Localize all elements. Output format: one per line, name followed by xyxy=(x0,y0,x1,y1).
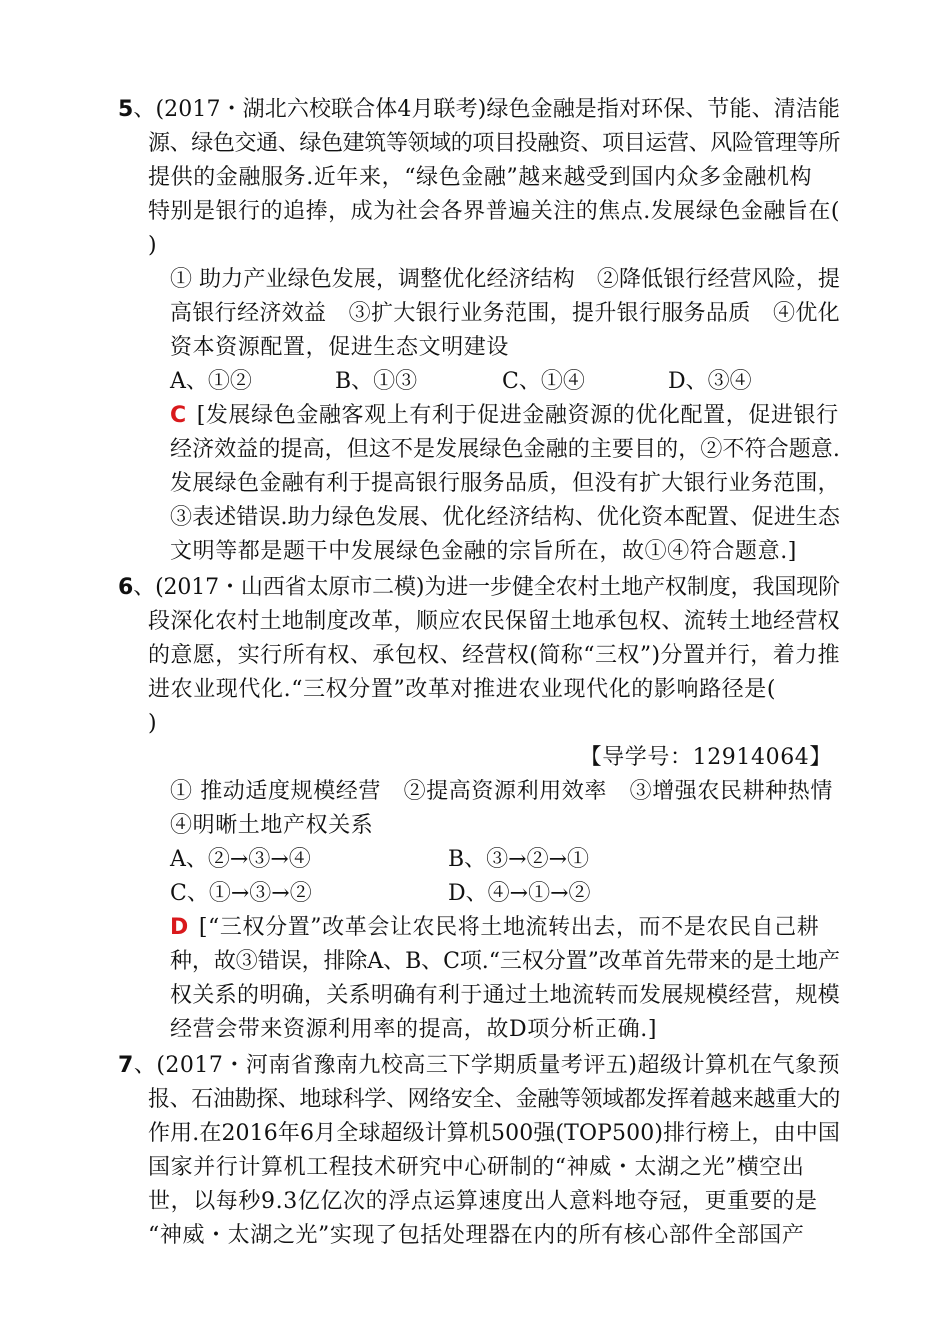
question-5-statement-3: 资本资源配置，促进生态文明建设 xyxy=(170,335,510,360)
question-6-answer: D xyxy=(170,915,189,940)
question-5-number: 5 xyxy=(118,97,134,122)
question-6-option-b: B、③→②→① xyxy=(448,847,590,872)
question-6-line-2: 段深化农村土地制度改革，顺应农民保留土地承包权、流转土地经营权 xyxy=(148,609,840,634)
question-6-line-5: ) xyxy=(148,711,158,736)
question-5-line-5: ) xyxy=(148,233,158,258)
question-7-line-4: 国家并行计算机工程技术研究中心研制的“神威・太湖之光”横空出 xyxy=(148,1155,805,1180)
question-5-line-4: 特别是银行的追捧，成为社会各界普遍关注的焦点.发展绿色金融旨在( xyxy=(148,199,840,224)
question-7-line-1: 7、(2017・河南省豫南九校高三下学期质量考评五)超级计算机在气象预 xyxy=(118,1053,840,1078)
question-7-line-5: 世，以每秒9.3亿亿次的浮点运算速度出人意料地夺冠，更重要的是 xyxy=(148,1189,818,1214)
question-6-statement-1: ① 推动适度规模经营 ②提高资源利用效率 ③增强农民耕种热情 xyxy=(170,779,833,804)
question-5-statement-2: 高银行经济效益 ③扩大银行业务范围，提升银行服务品质 ④优化 xyxy=(170,301,840,326)
question-6-statement-2: ④明晰土地产权关系 xyxy=(170,813,374,838)
question-6-line-3: 的意愿，实行所有权、承包权、经营权(简称“三权”)分置并行，着力推 xyxy=(148,643,840,668)
question-6-number: 6 xyxy=(118,575,134,600)
question-6-line-4: 进农业现代化.“三权分置”改革对推进农业现代化的影响路径是( xyxy=(148,677,777,702)
question-6-option-a: A、②→③→④ xyxy=(170,847,311,872)
question-6-explanation-4: 经营会带来资源利用率的提高，故D项分析正确.] xyxy=(170,1017,658,1042)
question-7-line-3: 作用.在2016年6月全球超级计算机500强(TOP500)排行榜上，由中国 xyxy=(148,1121,840,1146)
question-6-line-1: 6、(2017・山西省太原市二模)为进一步健全农村土地产权制度，我国现阶 xyxy=(118,575,840,600)
question-6-option-d: D、④→①→② xyxy=(448,881,591,906)
question-7-number: 7 xyxy=(118,1053,134,1078)
question-5-explanation-2: 经济效益的提高，但这不是发展绿色金融的主要目的，②不符合题意. xyxy=(170,437,840,462)
question-7-line-2: 报、石油勘探、地球科学、网络安全、金融等领域都发挥着越来越重大的 xyxy=(148,1087,840,1112)
question-5-line-1: 5、(2017・湖北六校联合体4月联考)绿色金融是指对环保、节能、清洁能 xyxy=(118,97,840,122)
question-6-explanation-3: 权关系的明确，关系明确有利于通过土地流转而发展规模经营，规模 xyxy=(170,983,840,1008)
question-5-option-b: B、①③ xyxy=(335,369,418,394)
question-6-explanation-1: D [“三权分置”改革会让农民将土地流转出去，而不是农民自己耕 xyxy=(170,915,820,940)
question-7-line-6: “神威・太湖之光”实现了包括处理器在内的所有核心部件全部国产 xyxy=(148,1223,805,1248)
question-6-option-c: C、①→③→② xyxy=(170,881,312,906)
question-5-option-c: C、①④ xyxy=(502,369,585,394)
question-5-line-2: 源、绿色交通、绿色建筑等领域的项目投融资、项目运营、风险管理等所 xyxy=(148,131,840,156)
question-5-line-3: 提供的金融服务.近年来，“绿色金融”越来越受到国内众多金融机构 xyxy=(148,165,813,190)
question-5-explanation-5: 文明等都是题干中发展绿色金融的宗旨所在，故①④符合题意.] xyxy=(170,539,797,564)
question-5-option-d: D、③④ xyxy=(668,369,752,394)
question-5-explanation-3: 发展绿色金融有利于提高银行服务品质，但没有扩大银行业务范围， xyxy=(170,471,840,496)
guide-number: 【导学号：12914064】 xyxy=(579,745,832,770)
question-5-answer: C xyxy=(170,403,187,428)
question-5-option-a: A、①② xyxy=(170,369,252,394)
question-6-explanation-2: 种，故③错误，排除A、B、C项.“三权分置”改革首先带来的是土地产 xyxy=(170,949,840,974)
question-5-statement-1: ① 助力产业绿色发展，调整优化经济结构 ②降低银行经营风险，提 xyxy=(170,267,840,292)
question-5-explanation-4: ③表述错误.助力绿色发展、优化经济结构、优化资本配置、促进生态 xyxy=(170,505,840,530)
question-5-explanation-1: C [发展绿色金融客观上有利于促进金融资源的优化配置，促进银行 xyxy=(170,403,839,428)
